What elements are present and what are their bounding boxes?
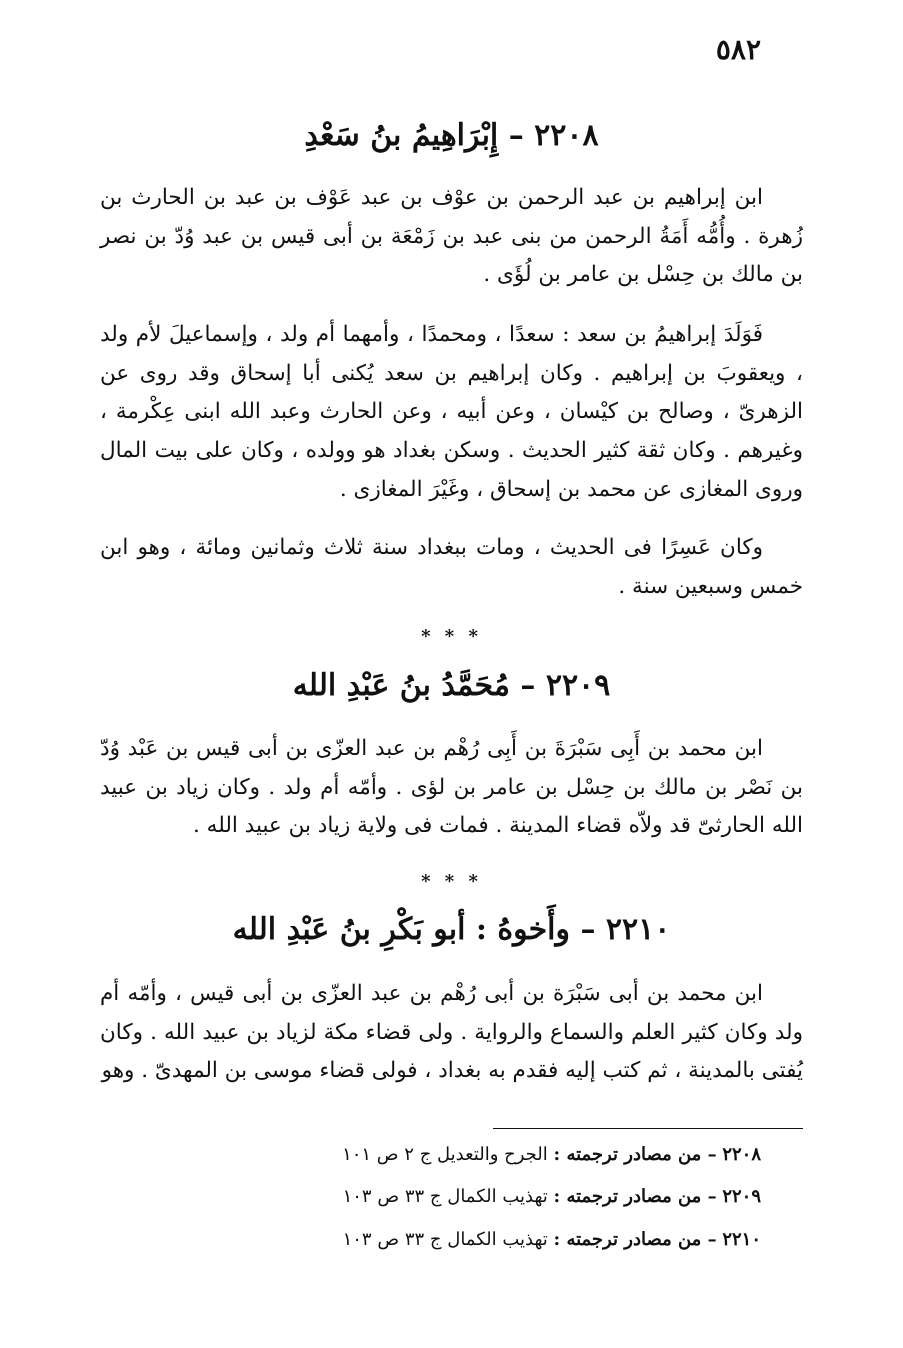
entry-2208-paragraph-2: فَوَلَدَ إبراهيمُ بن سعد : سعدًا ، ومحمدًا ، وأمهما أم ولد ، وإسماعيلَ لأم ولد ، ويعقوبَ بن إبراهيم . وكان إبراهيم بن سعد يُكنى أبا إسحاق وقد روى عن الزهرىّ ، وصالح بن كيْسان ، وعن أبيه ، وعن الحارث وعبد الله ابنى عِكْرمة ، وغيرهم . وكان ثقة كثير الحديث . وسكن بغداد هو وولده ، وكان على بيت المال وروى المغازى عن محمد بن إسحاق ، وغَيْرَ المغازى .: [100, 322, 803, 502]
footnote-2209: [100, 1182, 761, 1212]
section-separator: * * *: [421, 871, 482, 892]
footnote-label: – من مصادر ترجمته :: [553, 1229, 717, 1250]
footnote-number: ٢٢١٠: [722, 1229, 761, 1250]
entry-title-2210: ٢٢١٠ – وأَخوهُ : أبو بَكْرِ بنُ عَبْدِ الله: [232, 912, 671, 947]
footnote-divider: [493, 1128, 803, 1129]
entry-2209-paragraph-1: ابن محمد بن أَبِى سَبْرَةَ بن أَبِى رُهْم بن عبد العزّى بن أبى قيس بن عَبْد وُدّ بن نَصْر بن مالك بن حِسْل بن عامر بن لؤى . وأمّه أم ولد . وكان زياد بن عبيد الله الحارثىّ قد ولاّه قضاء المدينة . فمات فى ولاية زياد بن عبيد الله .: [100, 736, 803, 839]
footnote-label: – من مصادر ترجمته :: [553, 1144, 717, 1165]
page-number: ٥٨٢: [715, 33, 761, 66]
entry-2210-paragraph-1: ابن محمد بن أبى سَبْرَة بن أبى رُهْم بن عبد العزّى بن أبى قيس ، وأمّه أم ولد وكان كثير العلم والسماع والرواية . ولى قضاء مكة لزياد بن عبيد الله . وكان يُفتى بالمدينة ، ثم كتب إليه فقدم به بغداد ، فولى قضاء موسى بن المهدىّ . وهو: [100, 981, 803, 1084]
footnote-source: تهذيب الكمال ج ٣٣ ص ١٠٣: [342, 1229, 548, 1250]
footnote-2208: [100, 1140, 761, 1170]
footnote-source: الجرح والتعديل ج ٢ ص ١٠١: [342, 1144, 548, 1165]
footnote-2210: [100, 1225, 761, 1255]
entry-title-2209: ٢٢٠٩ – مُحَمَّدُ بنُ عَبْدِ الله: [292, 668, 611, 703]
footnote-number: ٢٢٠٨: [722, 1144, 761, 1165]
footnote-number: ٢٢٠٩: [722, 1186, 761, 1207]
entry-2208-paragraph-1: ابن إبراهيم بن عبد الرحمن بن عوْف بن عبد عَوْف بن عبد بن الحارث بن زُهرة . وأُمُّه أَمَةُ الرحمن من بنى عبد بن زَمْعَة بن أبى قيس بن عبد وُدّ بن نصر بن مالك بن حِسْل بن عامر بن لُؤَى .: [100, 185, 803, 288]
footnote-label: – من مصادر ترجمته :: [553, 1186, 717, 1207]
footnote-source: تهذيب الكمال ج ٣٣ ص ١٠٣: [342, 1186, 548, 1207]
entry-title-2208: ٢٢٠٨ – إِبْرَاهِيمُ بنُ سَعْدِ: [304, 118, 599, 153]
section-separator: * * *: [421, 626, 482, 647]
entry-2208-paragraph-3: وكان عَسِرًا فى الحديث ، ومات ببغداد سنة ثلاث وثمانين ومائة ، وهو ابن خمس وسبعين سنة .: [100, 535, 803, 599]
